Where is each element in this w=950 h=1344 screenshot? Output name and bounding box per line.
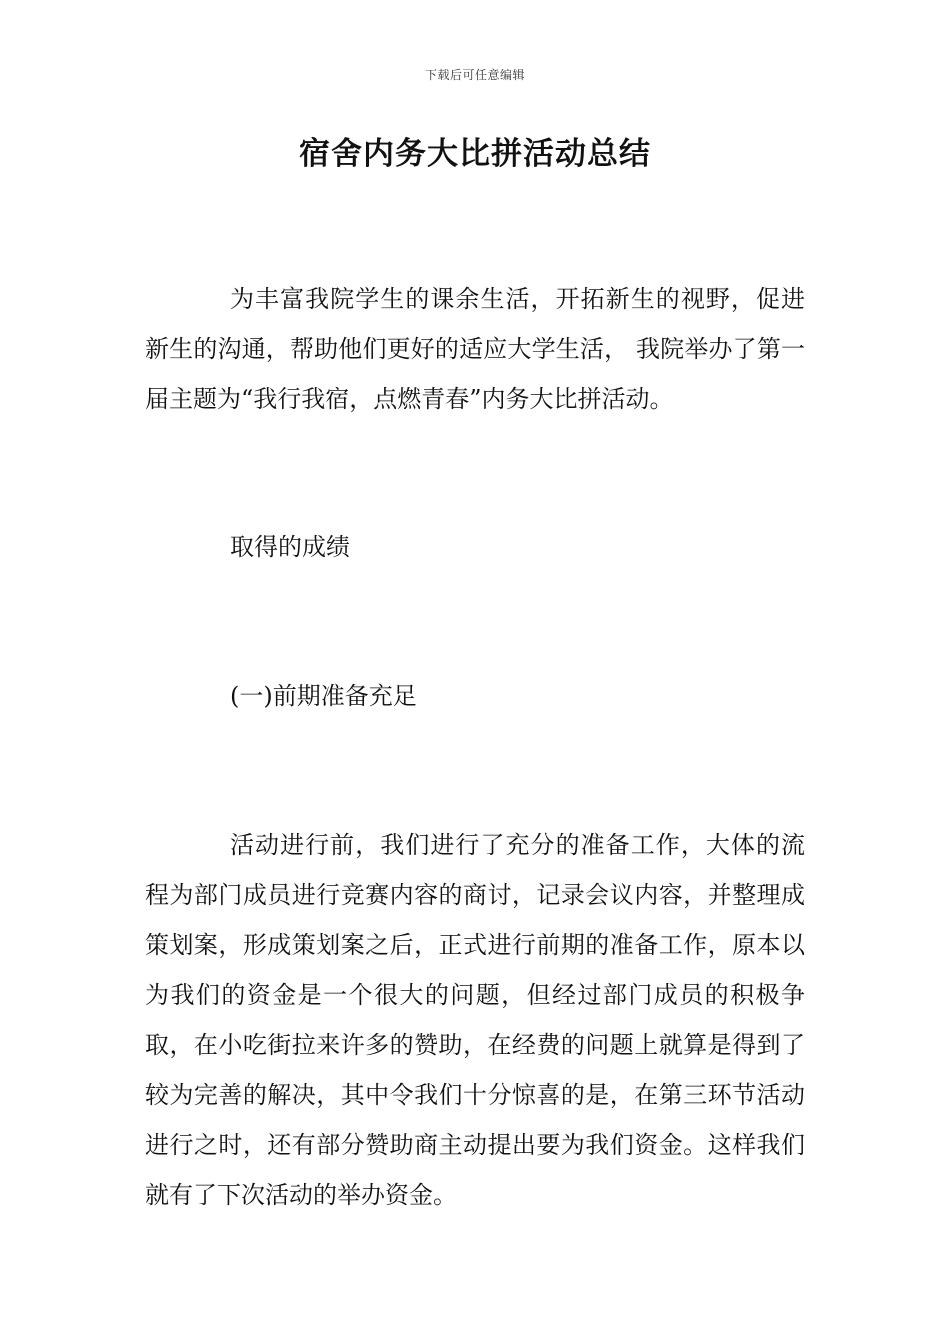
subsection-heading-preparation: (一)前期准备充足 — [230, 682, 417, 710]
header-note: 下载后可任意编辑 — [424, 68, 525, 82]
document-title: 宿舍内务大比拼活动总结 — [299, 136, 651, 172]
section-heading-achievements: 取得的成绩 — [230, 533, 350, 561]
intro-paragraph: 为丰富我院学生的课余生活，开拓新生的视野，促进新生的沟通，帮助他们更好的适应大学生活， 我院举办了第一届主题为“我行我宿，点燃青春”内务大比拼活动。 — [145, 285, 805, 413]
preparation-paragraph: 活动进行前，我们进行了充分的准备工作，大体的流程为部门成员进行竞赛内容的商讨，记录会议内容，并整理成策划案，形成策划案之后，正式进行前期的准备工作，原本以为我们的资金是一个很大的问题，但经过部门成员的积极争取，在小吃街拉来许多的赞助，在经费的问题上就算是得到了较为完善的解决，其中令我们十分惊喜的是，在第三环节活动进行之时，还有部分赞助商主动提出要为我们资金。这样我们就有了下次活动的举办资金。 — [145, 831, 805, 1209]
